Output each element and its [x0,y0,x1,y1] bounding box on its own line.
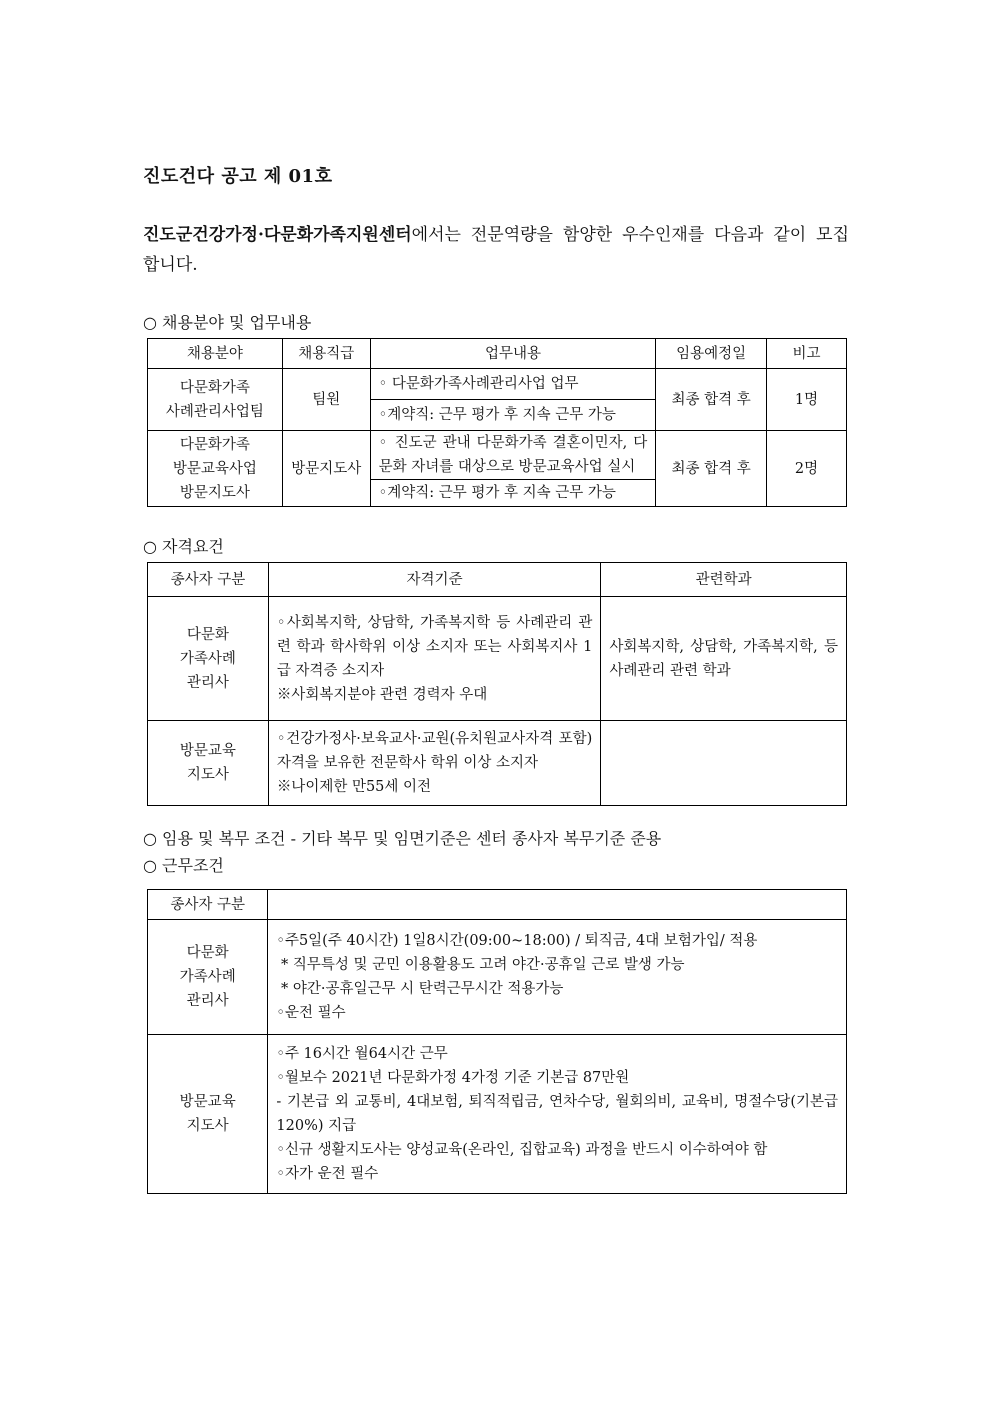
qualifications-table [147,562,847,806]
header-cell-empty [268,890,847,920]
condition-line: - 기본급 외 교통비, 4대보험, 퇴직적립금, 연차수당, 월회의비, 교육비, 명절수당(기본급 120%) 지급 [276,1094,838,1134]
header-cell: 관련학과 [601,563,847,597]
header-cell: 종사자 구분 [148,563,269,597]
condition-line: ◦월보수 2021년 다문화가정 4가정 기준 기본급 87만원 [276,1070,630,1086]
section-title-appointment: ○ 임용 및 복무 조건 - 기타 복무 및 임면기준은 센터 종사자 복무기준 준용 [143,829,662,848]
section-title-qualifications: ○ 자격요건 [143,537,224,556]
criteria-cell: ◦건강가정사·보육교사·교원(유치원교사자격 포함)자격을 보유한 전문학사 학위 이상 소지자 ※나이제한 만55세 이전 [268,721,601,806]
duty-item: ◦계약직: 근무 평가 후 지속 근무 가능 [378,407,616,423]
field-cell: 다문화가족 방문교육사업 방문지도사 [148,431,283,507]
note-cell: 2명 [767,431,847,507]
condition-line: * 직무특성 및 군민 이용활용도 고려 야간·공휴일 근로 발생 가능 [276,957,685,973]
table-row [148,1035,847,1194]
header-cell: 임용예정일 [656,339,767,369]
table-row [148,721,847,806]
condition-line: ◦신규 생활지도사는 양성교육(온라인, 집합교육) 과정을 반드시 이수하여야 함 [276,1142,768,1158]
staff-type-cell: 다문화 가족사례 관리사 [148,597,269,721]
staff-type-cell: 방문교육 지도사 [148,721,269,806]
table-row [148,920,847,1035]
intro-paragraph [143,220,849,280]
condition-line: ◦주 16시간 월64시간 근무 [276,1046,448,1062]
table-row [148,597,847,721]
table-row [148,431,847,507]
duties-cell [370,369,656,431]
header-cell: 종사자 구분 [148,890,268,920]
header-cell: 비고 [767,339,847,369]
notice-number: 진도건다 공고 제 01호 [143,166,333,187]
conditions-cell [268,1035,847,1194]
department-cell [601,721,847,806]
date-cell: 최종 합격 후 [656,431,767,507]
table-row [148,369,847,431]
rank-cell: 방문지도사 [282,431,370,507]
condition-line: * 야간·공휴일근무 시 탄력근무시간 적용가능 [276,981,564,997]
intro-text: 에서는 전문역량을 함양한 우수인재를 다음과 같이 모집합니다. [143,225,849,275]
conditions-cell [268,920,847,1035]
header-cell: 자격기준 [268,563,601,597]
staff-type-cell: 다문화 가족사례 관리사 [148,920,268,1035]
table-header-row [148,563,847,597]
recruitment-table [147,338,847,507]
duties-cell [370,431,656,507]
condition-line: ◦주5일(주 40시간) 1일8시간(09:00~18:00) / 퇴직금, 4대 보험가입/ 적용 [276,933,758,949]
organization-name: 진도군건강가정·다문화가족지원센터 [143,225,412,245]
criteria-cell: ◦사회복지학, 상담학, 가족복지학 등 사례관리 관련 학과 학사학위 이상 소지자 또는 사회복지사 1급 자격증 소지자 ※사회복지분야 관련 경력자 우대 [268,597,601,721]
section-title-work-conditions: ○ 근무조건 [143,856,224,875]
condition-line: ◦자가 운전 필수 [276,1166,379,1182]
header-cell: 채용분야 [148,339,283,369]
header-cell: 업무내용 [370,339,656,369]
table-header-row [148,890,847,920]
staff-type-cell: 방문교육 지도사 [148,1035,268,1194]
duty-item: ◦ 진도군 관내 다문화가족 결혼이민자, 다문화 자녀를 대상으로 방문교육사업 실시 [371,431,656,480]
rank-cell: 팀원 [282,369,370,431]
field-cell: 다문화가족 사례관리사업팀 [148,369,283,431]
note-cell: 1명 [767,369,847,431]
section-title-recruitment: ○ 채용분야 및 업무내용 [143,313,312,332]
date-cell: 최종 합격 후 [656,369,767,431]
work-conditions-table [147,889,847,1194]
duty-item: ◦ 다문화가족사례관리사업 업무 [371,369,656,400]
table-header-row [148,339,847,369]
header-cell: 채용직급 [282,339,370,369]
department-cell: 사회복지학, 상담학, 가족복지학, 등 사례관리 관련 학과 [601,597,847,721]
condition-line: ◦운전 필수 [276,1005,346,1021]
duty-item: ◦계약직: 근무 평가 후 지속 근무 가능 [378,485,616,501]
